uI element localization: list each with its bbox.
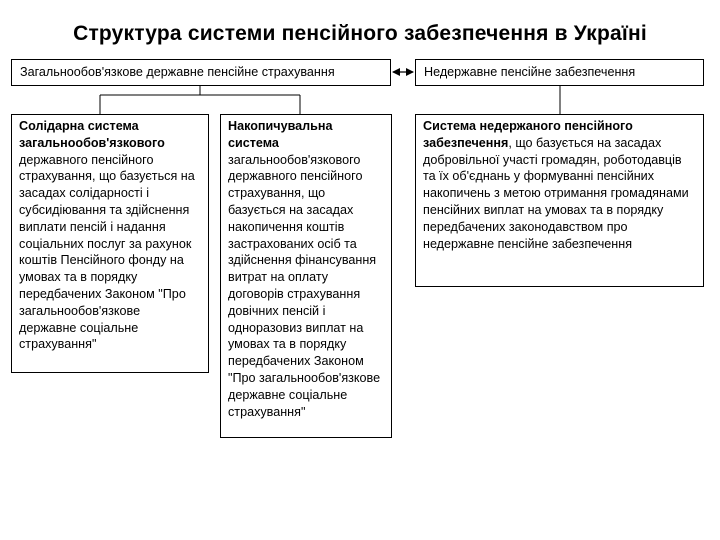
page-title: Структура системи пенсійного забезпечення в Україні [73,22,647,45]
nonstate-provision-label: Недержавне пенсійне забезпечення [424,65,636,79]
nonstate-system-box [415,114,704,287]
state-insurance-label: Загальнообов'язкове державне пенсійне страхування [20,65,335,79]
solidarity-heading: Солідарна система загальнообов'язкового [19,119,165,150]
accumulative-heading: Накопичувальна система [228,119,333,150]
nonstate-heading: Система недержаного пенсійного забезпечення [423,119,633,150]
nonstate-body: , що базується на засадах добровільної участі громадян, роботодавців та їх об'єднань у формуванні пенсійних накопичень з метою отримання громадянами пенсійних виплат на умовах та в порядку передбачених законодавством про недержавне пенсійне забезпечення [423,135,689,251]
solidarity-system-box [11,114,209,373]
accumulative-body: загальнообов'язкового державного пенсійного страхування, що базується на засадах накопичення коштів застрахованих осіб та здійснення фінансування витрат на оплату договорів страхування довічних пенсій і одноразовиз виплат на умовах та в порядку передбачених Законом "Про загальнообов'язкове державне соціальне страхування" [228,152,381,419]
accumulative-system-box [220,114,392,438]
solidarity-body: державного пенсійного страхування, що базується на засадах солідарності і субсидіювання та здійснення виплати пенсій і надання соціальних послуг за рахунок коштів Пенсійного фонду на умовах та в порядку передбачених Законом "Про загальнообов'язкове державне соціальне страхування" [19,152,195,352]
